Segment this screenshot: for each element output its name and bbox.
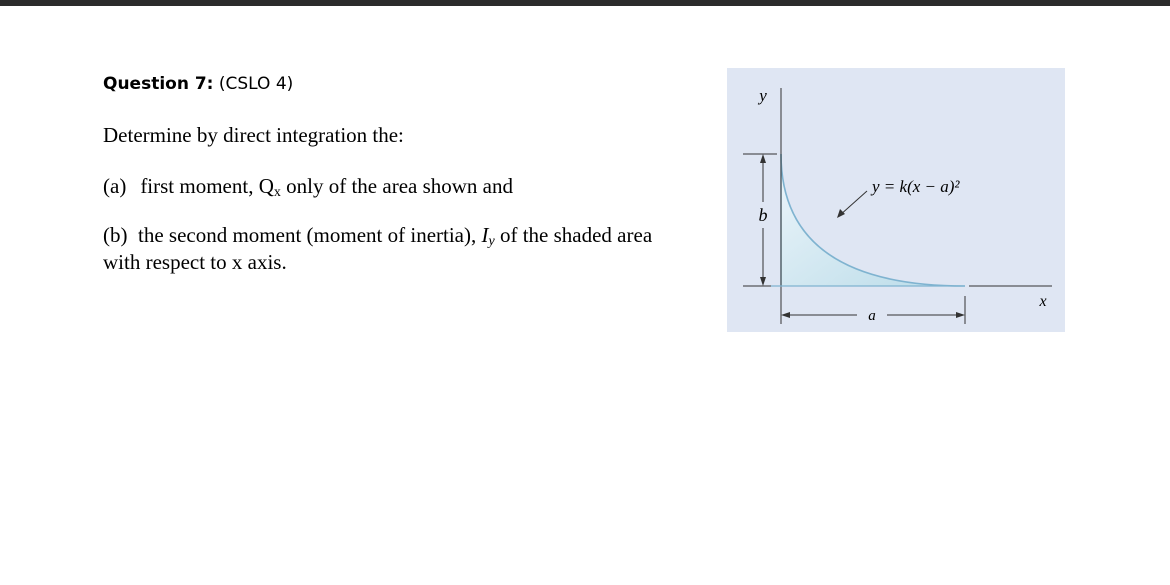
height-label-b: b xyxy=(758,205,768,225)
part-b-symbol: I xyxy=(481,223,489,247)
part-a-subscript: x xyxy=(273,185,281,200)
part-b-subscript: y xyxy=(488,234,495,249)
part-a xyxy=(103,173,513,206)
part-a-label: (a) xyxy=(103,174,127,198)
y-axis-label: y xyxy=(759,86,767,105)
part-b-label: (b) xyxy=(103,223,128,247)
question-code: (CSLO 4) xyxy=(218,74,294,94)
x-axis-label: x xyxy=(1039,293,1047,310)
part-b-text-after: of the shaded area xyxy=(494,223,653,247)
width-label-a: a xyxy=(868,308,876,324)
part-a-text-before: first moment, Q xyxy=(140,174,274,198)
part-b-text-before: the second moment (moment of inertia), xyxy=(138,223,482,247)
figure-background xyxy=(727,68,1065,332)
question-heading xyxy=(103,74,293,94)
area-figure-svg xyxy=(727,68,1065,332)
instruction-text: Determine by direct integration the: xyxy=(103,123,404,147)
question-label: Question 7: xyxy=(103,74,214,94)
curve-equation: y = k(x − a)² xyxy=(872,177,960,196)
part-b-line2: with respect to x axis. xyxy=(103,250,287,274)
top-bar xyxy=(0,0,1170,6)
area-figure xyxy=(727,68,1065,332)
part-a-text-after: only of the area shown and xyxy=(280,174,513,198)
